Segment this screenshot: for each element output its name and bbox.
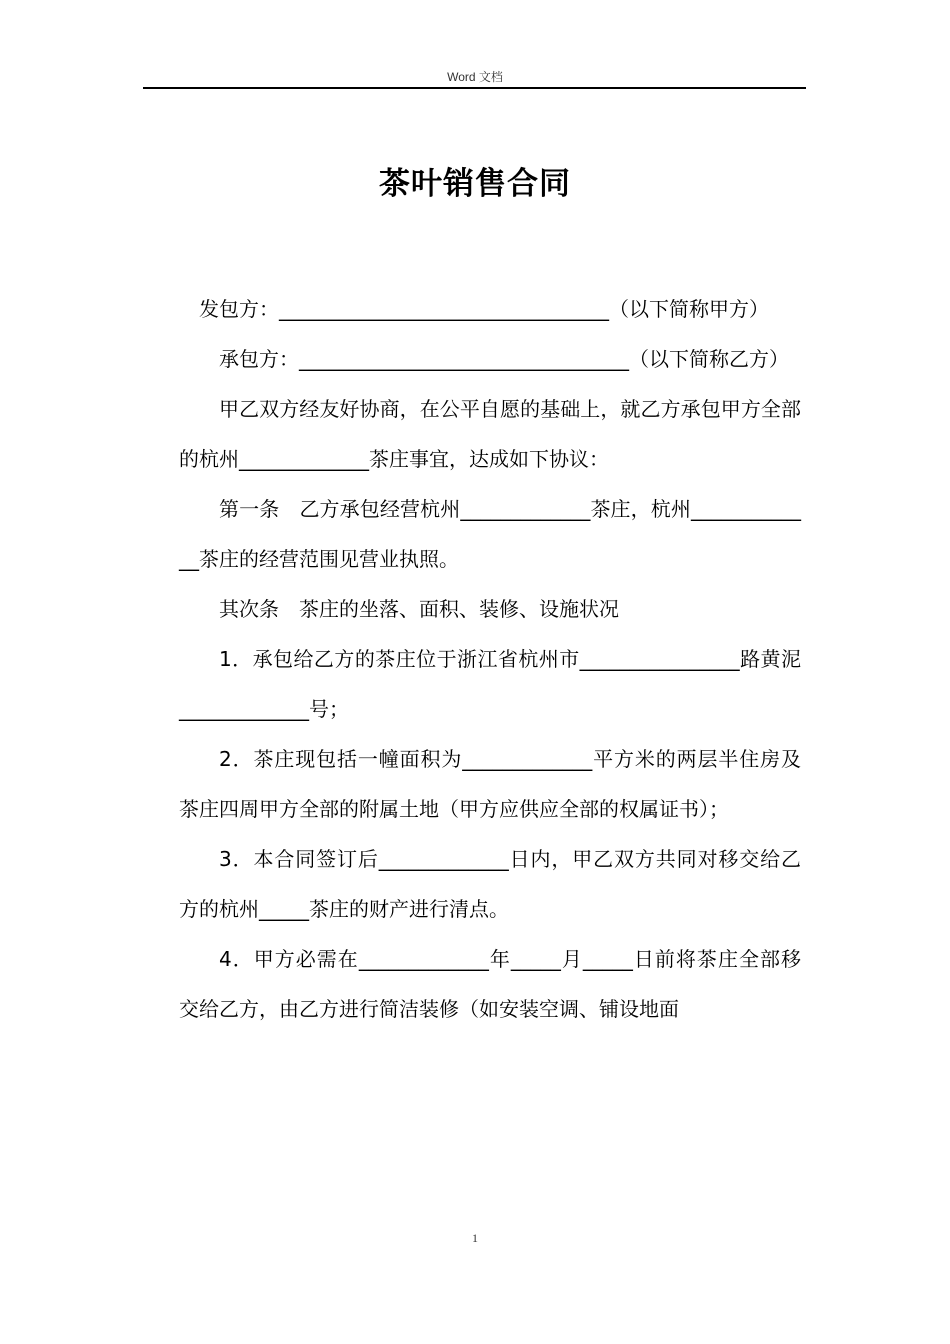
paragraph-clause-2: 2．茶庄现包括一幢面积为_____________平方米的两层半住房及茶庄四周甲方全部的附属土地（甲方应供应全部的权属证书）；: [179, 747, 801, 821]
document-body: [179, 284, 801, 1034]
paragraph-contractor: 承包方：_________________________________（以下简称乙方）: [219, 347, 789, 371]
paragraph-clause-3: 3．本合同签订后_____________日内，甲乙双方共同对移交给乙方的杭州_____茶庄的财产进行清点。: [179, 847, 801, 921]
document-title: 茶叶销售合同: [379, 166, 571, 202]
page-header-label: Word 文档: [447, 70, 503, 84]
paragraph-article-1: 第一条 乙方承包经营杭州_____________茶庄，杭州_____________茶庄的经营范围见营业执照。: [179, 497, 801, 571]
header-divider: [143, 87, 806, 89]
page-number: 1: [472, 1231, 478, 1245]
paragraph-clause-1: 1．承包给乙方的茶庄位于浙江省杭州市________________路黄泥_____________号；: [179, 647, 801, 721]
paragraph-preamble: 甲乙双方经友好协商，在公平自愿的基础上，就乙方承包甲方全部的杭州_____________茶庄事宜，达成如下协议：: [179, 397, 801, 471]
paragraph-article-2-heading: 其次条 茶庄的坐落、面积、装修、设施状况: [219, 597, 619, 621]
paragraph-employer: 发包方：_________________________________（以下简称甲方）: [199, 297, 769, 321]
paragraph-clause-4: 4．甲方必需在_____________年_____月_____日前将茶庄全部移交给乙方，由乙方进行简洁装修（如安装空调、铺设地面: [179, 947, 801, 1021]
